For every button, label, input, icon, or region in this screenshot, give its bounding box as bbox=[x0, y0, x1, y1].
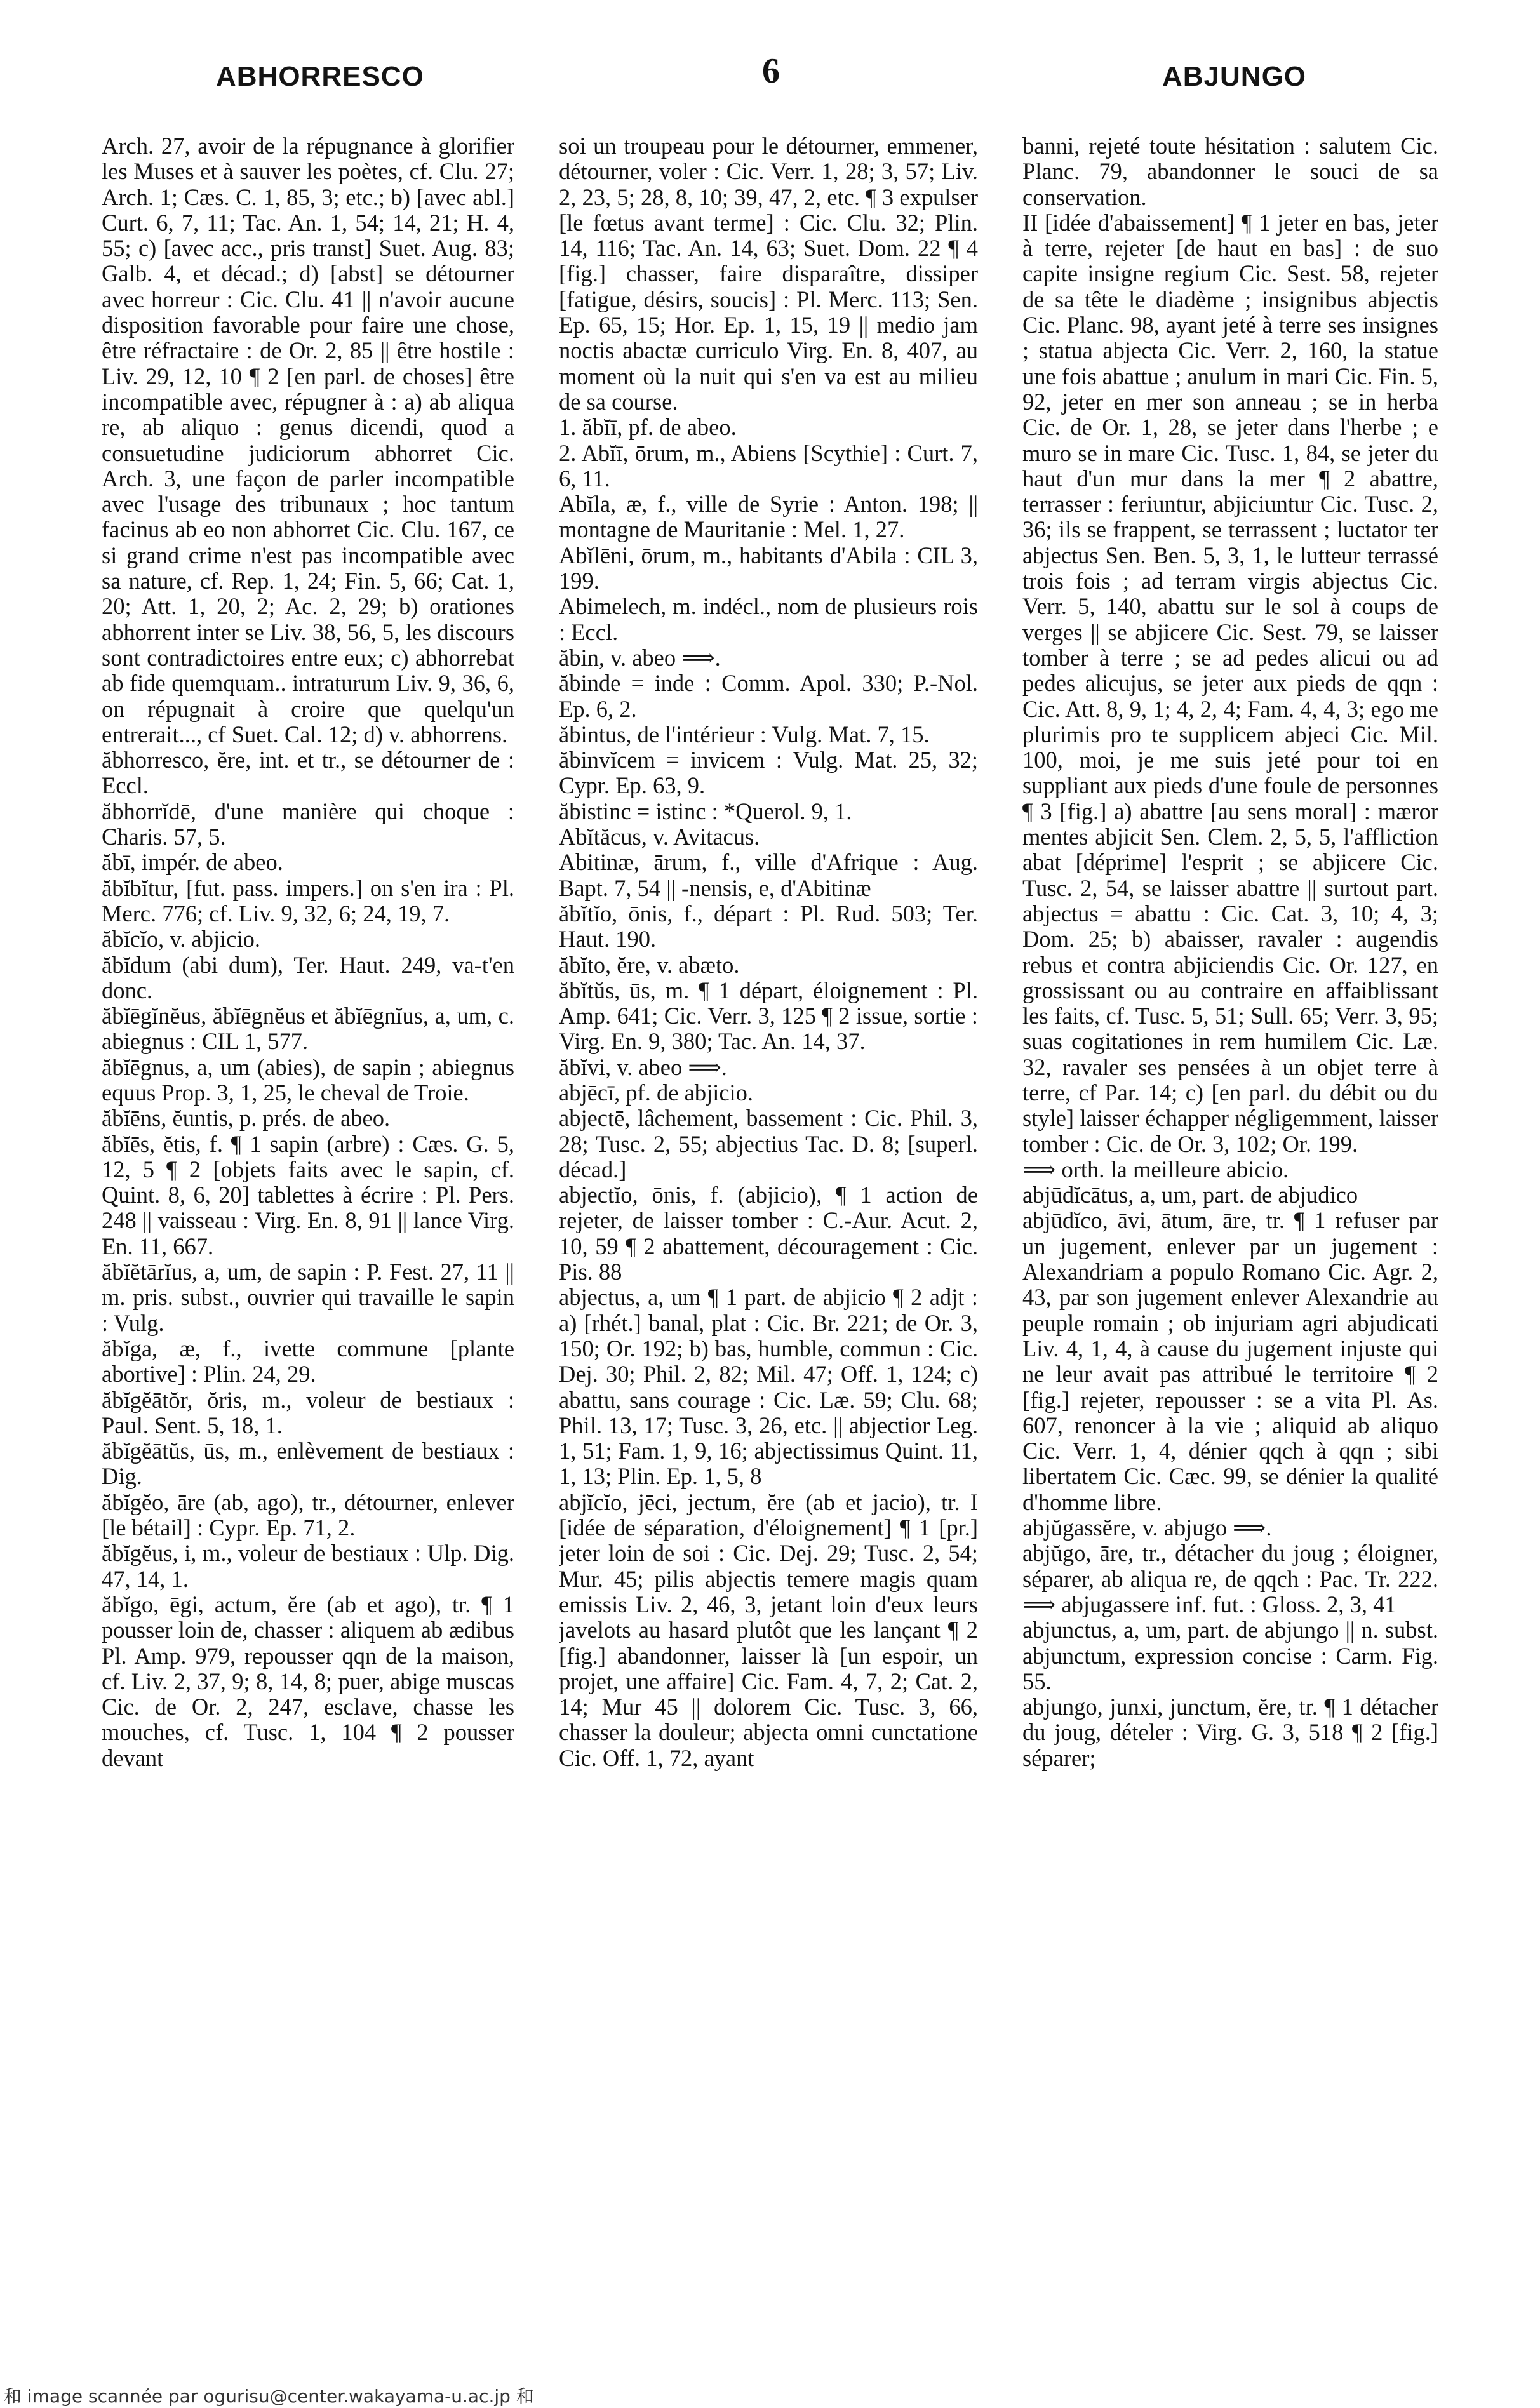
dictionary-entry: ăbĭgĕus, i, m., voleur de bestiaux : Ulp. Dig. 47, 14, 1. bbox=[102, 1540, 514, 1592]
dictionary-entry: abjūdĭcātus, a, um, part. de abjudico bbox=[1022, 1182, 1358, 1208]
dictionary-entry: ăbĭēs, ĕtis, f. ¶ 1 sapin (arbre) : Cæs. G. 5, 12, 5 ¶ 2 [objets faits avec le sapin, cf. Quint. 8, 6, 20] tablettes à écrire : Pl. Pers. 248 || vaisseau : Virg. En. 8, 91 || lance Virg. En. 11, 667. bbox=[102, 1130, 514, 1259]
dictionary-entry: abjectus, a, um ¶ 1 part. de abjicio ¶ 2 adjt : a) [rhét.] banal, plat : Cic. Br. 221; de Or. 3, 150; Or. 192; b) bas, humble, commun : Cic. Dej. 30; Phil. 2, 82; Mil. 47; Off. 1, 124; c) abattu, sans courage : Cic. Læ. 59; Clu. 68; Phil. 13, 17; Tusc. 3, 26, etc. || abjectior Leg. 1, 51; Fam. 1, 9, 16; abjectissimus Quint. 11, 1, 13; Plin. Ep. 1, 5, 8 bbox=[559, 1284, 978, 1490]
dictionary-entry: Arch. 27, avoir de la répugnance à glorifier les Muses et à sauver les poètes, cf. Clu. 27; Arch. 1; Cæs. C. 1, 85, 3; etc.; b) [avec abl.] Curt. 6, 7, 11; Tac. An. 1, 54; 14, 21; H. 4, 55; c) [avec acc., pris transt] Suet. Aug. 83; Galb. 4, et décad.; d) [abst] se détourner avec horreur : Cic. Clu. 41 || n'avoir aucune disposition favorable pour faire une chose, être réfractaire : de Or. 2, 85 || être hostile : Liv. 29, 12, 10 ¶ 2 [en parl. de choses] être incompatible avec, répugner à : a) ab aliqua re, ab aliquo : genus dicendi, quod a consuetudine judiciorum abhorret Cic. Arch. 3, une façon de parler incompatible avec l'usage des tribunaux ; hoc tantum facinus ab eo non abhorret Cic. Clu. 167, ce si grand crime n'est pas incompatible avec sa nature, cf. Rep. 1, 24; Fin. 5, 66; Cat. 1, 20; Att. 1, 20, 2; Ac. 2, 29; b) orationes abhorrent inter se Liv. 38, 56, 5, les discours sont contradictoires entre eux; c) abhorrebat ab fide quemquam.. intraturum Liv. 9, 36, 6, on répugnait à croire que quelqu'un entrerait..., cf Suet. Cal. 12; d) v. abhorrens. bbox=[102, 133, 514, 747]
dictionary-entry: ăbĭvi, v. abeo ⟹. bbox=[559, 1054, 727, 1080]
scan-credit: 和 image scannée par ogurisu@center.wakayama-u.ac.jp 和 bbox=[4, 2386, 534, 2407]
dictionary-entry: ăbĭgĕātŏr, ŏris, m., voleur de bestiaux : Paul. Sent. 5, 18, 1. bbox=[102, 1386, 514, 1438]
dictionary-entry: ăbinvĭcem = invicem : Vulg. Mat. 25, 32; Cypr. Ep. 63, 9. bbox=[559, 747, 978, 799]
dictionary-entry: ăbĭgĕo, āre (ab, ago), tr., détourner, enlever [le bétail] : Cypr. Ep. 71, 2. bbox=[102, 1488, 514, 1541]
dictionary-entry: ăbĭtŭs, ūs, m. ¶ 1 départ, éloignement : Pl. Amp. 641; Cic. Verr. 3, 125 ¶ 2 issue, sortie : Virg. En. 9, 380; Tac. An. 14, 37. bbox=[559, 977, 978, 1055]
dictionary-entry: ăbĭgĕātŭs, ūs, m., enlèvement de bestiaux : Dig. bbox=[102, 1438, 514, 1490]
dictionary-entry: abjŭgassĕre, v. abjugo ⟹. bbox=[1022, 1515, 1272, 1541]
column-3 bbox=[1022, 133, 1438, 2305]
column-2 bbox=[559, 133, 978, 2305]
dictionary-entry: ăbin, v. abeo ⟹. bbox=[559, 644, 721, 671]
dictionary-entry: abjŭgo, āre, tr., détacher du joug ; éloigner, séparer, ab aliqua re, de qqch : Pac. Tr. 222. ⟹ abjugassere inf. fut. : Gloss. 2, 3, 41 bbox=[1022, 1540, 1438, 1617]
dictionary-entry: ăbĭĕtārĭus, a, um, de sapin : P. Fest. 27, 11 || m. pris. subst., ouvrier qui travaille le sapin : Vulg. bbox=[102, 1259, 514, 1336]
dictionary-entry: Abitinæ, ārum, f., ville d'Afrique : Aug. Bapt. 7, 54 || -nensis, e, d'Abitinæ bbox=[559, 849, 978, 901]
dictionary-entry: ăbĭēns, ĕuntis, p. prés. de abeo. bbox=[102, 1105, 391, 1132]
dictionary-entry: ăbĭtĭo, ōnis, f., départ : Pl. Rud. 503; Ter. Haut. 190. bbox=[559, 900, 978, 953]
dictionary-entry: ăbĭga, æ, f., ivette commune [plante abortive] : Plin. 24, 29. bbox=[102, 1335, 514, 1388]
dictionary-entry: abjūdĭco, āvi, ātum, āre, tr. ¶ 1 refuser par un jugement, enlever par un jugement : Alexandriam a populo Romano Cic. Agr. 2, 43, par son jugement enlever Alexandrie au peuple romain ; ob injuriam agri abjudicati Liv. 4, 1, 4, à cause du jugement injuste qui ne leur avait pas attribué le territoire ¶ 2 [fig.] rejeter, repousser : se a vita Pl. As. 607, renoncer à la vie ; aliquid ab aliquo Cic. Verr. 1, 4, dénier qqch à qqn ; sibi libertatem Cic. Cæc. 99, se dénier la qualité d'homme libre. bbox=[1022, 1207, 1438, 1515]
dictionary-entry: ăbhorresco, ĕre, int. et tr., se détourner de : Eccl. bbox=[102, 747, 514, 799]
dictionary-entry: abjunctus, a, um, part. de abjungo || n. subst. abjunctum, expression concise : Carm. Fig. 55. bbox=[1022, 1617, 1438, 1694]
dictionary-entry: Abĭtăcus, v. Avitacus. bbox=[559, 824, 760, 850]
dictionary-entry: abjĭcĭo, jēci, jectum, ĕre (ab et jacio), tr. I [idée de séparation, d'éloignement] ¶ 1 [pr.] jeter loin de soi : Cic. Dej. 29; Tusc. 2, 54; Mur. 45; pilis abjectis temere magis quam emissis Liv. 2, 46, 3, jetant loin d'eux leurs javelots au hasard plutôt que les lançant ¶ 2 [fig.] abandonner, laisser là [un espoir, un projet, une affaire] Cic. Fam. 4, 7, 2; Cat. 2, 14; Mur 45 || dolorem Cic. Tusc. 3, 66, chasser la douleur; abjecta omni cunctatione Cic. Off. 1, 72, ayant bbox=[559, 1488, 978, 1771]
dictionary-entry: ăbinde = inde : Comm. Apol. 330; P.-Nol. Ep. 6, 2. bbox=[559, 670, 978, 722]
dictionary-entry: 2. Abĭī, ōrum, m., Abiens [Scythie] : Curt. 7, 6, 11. bbox=[559, 439, 978, 492]
dictionary-entry: abjectĭo, ōnis, f. (abjicio), ¶ 1 action de rejeter, de laisser tomber : C.-Aur. Acut. 2, 10, 59 ¶ 2 abattement, découragement : Cic. Pis. 88 bbox=[559, 1182, 978, 1285]
dictionary-entry: ăbhorrĭdē, d'une manière qui choque : Charis. 57, 5. bbox=[102, 798, 514, 850]
dictionary-entry: ăbĭcĭo, v. abjicio. bbox=[102, 926, 261, 953]
dictionary-entry: Abĭla, æ, f., ville de Syrie : Anton. 198; || montagne de Mauritanie : Mel. 1, 27. bbox=[559, 491, 978, 543]
dictionary-entry: II [idée d'abaissement] ¶ 1 jeter en bas, jeter à terre, rejeter [de haut en bas] : de suo capite insigne regium Cic. Sest. 58, rejeter de sa tête le diadème ; insignibus abjectis Cic. Planc. 98, ayant jeté à terre ses insignes ; statua abjecta Cic. Verr. 2, 160, la statue une fois abattue ; anulum in mari Cic. Fin. 5, 92, jeter en mer son anneau ; se in herba Cic. de Or. 1, 28, se jeter dans l'herbe ; e muro se in mare Cic. Tusc. 1, 84, se jeter du haut d'un mur dans la mer ¶ 2 abattre, terrasser : feriuntur, abjiciuntur Cic. Tusc. 2, 36; ils se frappent, se terrassent ; luctator ter abjectus Sen. Ben. 5, 3, 1, le lutteur terrassé trois fois ; ad terram virgis abjectus Cic. Verr. 5, 140, abattu sur le sol à coups de verges || se abjicere Cic. Sest. 79, se laisser tomber à terre ; se ad pedes alicui ou ad pedes alicujus, se jeter aux pieds de qqn : Cic. Att. 8, 9, 1; 4, 2, 4; Fam. 4, 4, 3; ego me plurimis pro te supplicem abjeci Cic. Mil. 100, moi, je me suis jeté pour toi en suppliant aux pieds d'une foule de personnes ¶ 3 [fig.] a) abattre [au sens moral] : mæror mentes abjicit Sen. Clem. 2, 5, 5, l'affliction abat [déprime] l'esprit ; se abjicere Cic. Tusc. 2, 54, se laisser abattre || surtout part. abjectus = abattu : Cic. Cat. 3, 10; 4, 3; Dom. 25; b) abaisser, ravaler : augendis rebus et contra abjiciendis Cic. Or. 127, en grossissant ou au contraire en affaiblissant les faits, cf. Tusc. 5, 51; Sull. 65; Verr. 3, 95; suas cogitationes in rem humilem Cic. Læ. 32, ravaler ses pensées à un objet terre à terre, cf Par. 14; c) [en parl. du débit ou du style] laisser échapper négligemment, laisser tomber : Cic. de Or. 3, 102; Or. 199. bbox=[1022, 209, 1438, 1157]
dictionary-entry: soi un troupeau pour le détourner, emmener, détourner, voler : Cic. Verr. 1, 28; 3, 57; Liv. 2, 23, 5; 28, 8, 10; 39, 47, 2, etc. ¶ 3 expulser [le fœtus avant terme] : Cic. Clu. 32; Plin. 14, 116; Tac. An. 14, 63; Suet. Dom. 22 ¶ 4 [fig.] chasser, faire disparaître, dissiper [fatigue, désirs, soucis] : Pl. Merc. 113; Sen. Ep. 65, 15; Hor. Ep. 1, 15, 19 || medio jam noctis abactæ curriculo Virg. En. 8, 407, au moment où la nuit qui s'en va est au milieu de sa course. bbox=[559, 133, 978, 415]
dictionary-entry: 1. ăbĭī, pf. de abeo. bbox=[559, 414, 737, 441]
running-head-right: ABJUNGO bbox=[1162, 61, 1307, 92]
dictionary-entry: Abĭlēni, ōrum, m., habitants d'Abila : CIL 3, 199. bbox=[559, 542, 978, 594]
dictionary-entry: abjectē, lâchement, bassement : Cic. Phil. 3, 28; Tusc. 2, 55; abjectius Tac. D. 8; [superl. décad.] bbox=[559, 1105, 978, 1182]
dictionary-entry: ăbĭēgnus, a, um (abies), de sapin ; abiegnus equus Prop. 3, 1, 25, le cheval de Troie. bbox=[102, 1054, 514, 1106]
dictionary-entry: ⟹ orth. la meilleure abicio. bbox=[1022, 1156, 1289, 1182]
running-head-left: ABHORRESCO bbox=[216, 61, 424, 92]
dictionary-entry: ăbintus, de l'intérieur : Vulg. Mat. 7, 15. bbox=[559, 721, 930, 747]
dictionary-entry: ăbĭēgĭnĕus, ăbĭēgnĕus et ăbĭēgnĭus, a, um, c. abiegnus : CIL 1, 577. bbox=[102, 1003, 514, 1055]
dictionary-entry: ăbĭgo, ēgi, actum, ĕre (ab et ago), tr. ¶ 1 pousser loin de, chasser : aliquem ab ædibus Pl. Amp. 979, repousser qqn de la maison, cf. Liv. 2, 37, 9; 8, 14, 8; puer, abige muscas Cic. de Or. 2, 247, esclave, chasse les mouches, cf. Tusc. 1, 104 ¶ 2 pousser devant bbox=[102, 1591, 514, 1771]
dictionary-entry: ăbĭdum (abi dum), Ter. Haut. 249, va-t'en donc. bbox=[102, 951, 514, 1003]
dictionary-entry: ăbistinc = istinc : *Querol. 9, 1. bbox=[559, 798, 852, 824]
dictionary-entry: ăbī, impér. de abeo. bbox=[102, 849, 283, 876]
dictionary-entry: abjēcī, pf. de abjicio. bbox=[559, 1079, 754, 1106]
page-number: 6 bbox=[762, 51, 780, 91]
dictionary-entry: ăbĭbĭtur, [fut. pass. impers.] on s'en ira : Pl. Merc. 776; cf. Liv. 9, 32, 6; 24, 19, 7. bbox=[102, 874, 514, 926]
dictionary-entry: Abimelech, m. indécl., nom de plusieurs rois : Eccl. bbox=[559, 593, 978, 645]
column-1 bbox=[102, 133, 514, 2305]
dictionary-entry: abjungo, junxi, junctum, ĕre, tr. ¶ 1 détacher du joug, dételer : Virg. G. 3, 518 ¶ 2 [fig.] séparer; bbox=[1022, 1694, 1438, 1771]
dictionary-entry: banni, rejeté toute hésitation : salutem Cic. Planc. 79, abandonner le souci de sa conservation. bbox=[1022, 133, 1438, 210]
dictionary-entry: ăbĭto, ĕre, v. abæto. bbox=[559, 951, 740, 978]
